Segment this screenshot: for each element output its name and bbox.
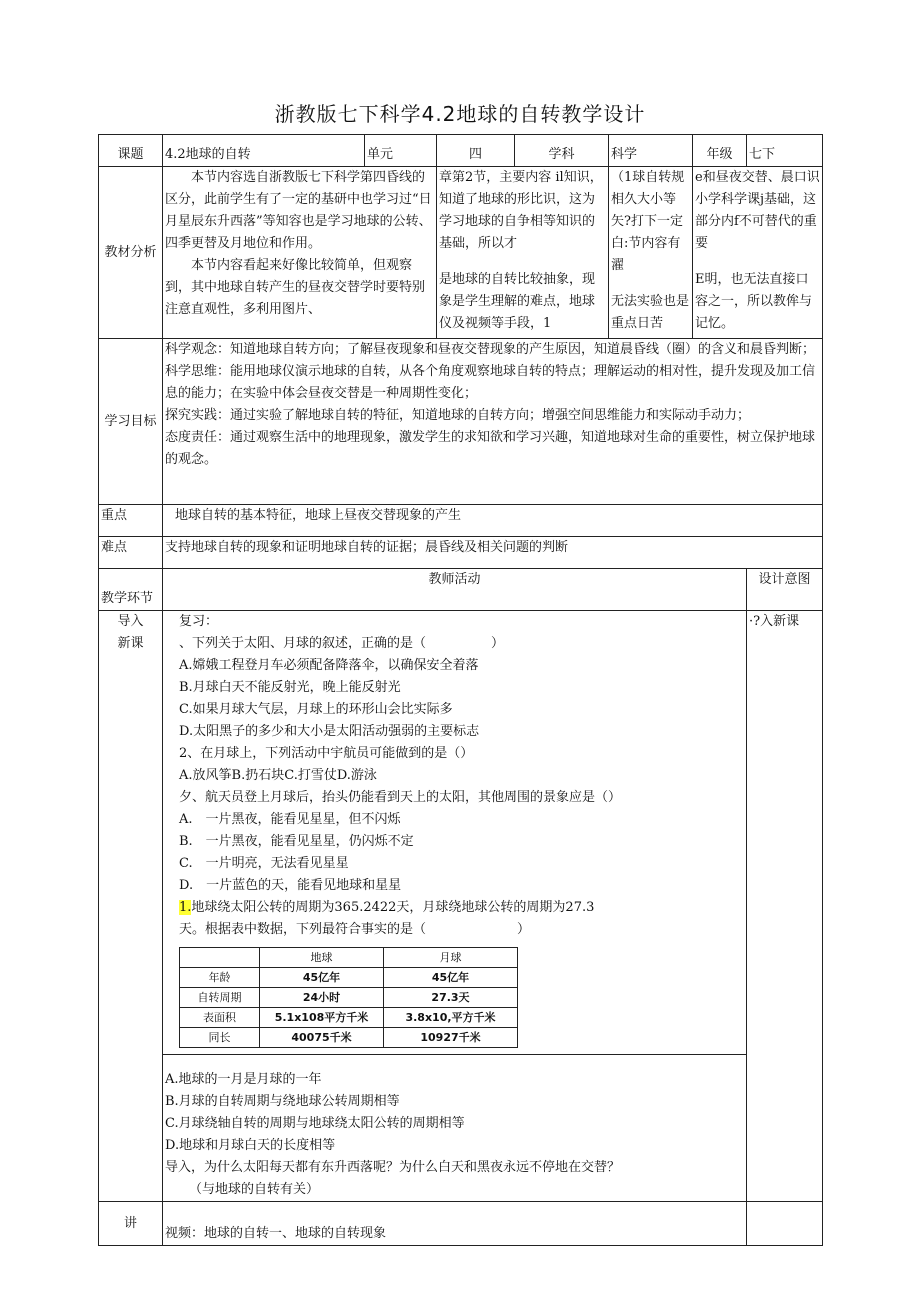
lecture-intent — [747, 1202, 823, 1246]
question-4-line2: 天。根据表中数据，下列最符合事实的是（ ） — [179, 922, 531, 937]
goals-content — [163, 339, 823, 505]
topic-value: 4.2地球的自转 — [163, 135, 365, 167]
intro-label-line1: 导入 — [117, 614, 144, 629]
earth-moon-table — [179, 947, 518, 1048]
table-cell: 40075千米 — [260, 1028, 384, 1048]
question-3: 夕、航天员登上月球后，抬头仍能看到天上的太阳，其他周围的景象应是（） — [179, 790, 622, 805]
header-row — [99, 135, 823, 167]
question-2: 2、在月球上，下列活动中宇航员可能做到的是（） — [179, 746, 474, 761]
table-cell: 年龄 — [180, 968, 260, 988]
review-questions — [165, 633, 744, 941]
analysis-col2 — [437, 167, 609, 339]
question-1-option: C.如果月球大气层，月球上的环形山会比实际多 — [179, 702, 453, 717]
goal-item: 态度责任：通过观察生活中的地理现象，激发学生的求知欲和学习兴趣，知道地球对生命的重要性，树立保护地球的观念。 — [165, 430, 816, 467]
question-4-number: 1. — [179, 900, 192, 915]
key-point-row — [99, 505, 823, 537]
analysis-col1 — [163, 167, 437, 339]
question-2-options: A.放风筝B.扔石块C.打雪仗D.游泳 — [179, 768, 377, 783]
question-3-option: D. 一片蓝色的天，能看见地球和星星 — [179, 878, 402, 893]
subject-value: 科学 — [609, 135, 693, 167]
table-row — [180, 1028, 518, 1048]
table-cell: 5.1x108平方千米 — [260, 1008, 384, 1028]
teacher-activity-header: 教师活动 — [163, 569, 747, 611]
intro-intent: ·?入新课 — [747, 611, 823, 1202]
question-4-option: D.地球和月球白天的长度相等 — [165, 1138, 336, 1153]
difficulty-label: 难点 — [99, 537, 163, 569]
question-1-option: A.嫦娥工程登月车必须配备降落伞，以确保安全着落 — [179, 658, 479, 673]
table-header-cell — [180, 948, 260, 968]
question-4-option: A.地球的一月是月球的一年 — [165, 1072, 322, 1087]
table-row — [180, 988, 518, 1008]
page-title: 浙教版七下科学4.2地球的自转教学设计 — [274, 102, 646, 126]
analysis-col1-p1: 本节内容选自浙教版七下科学第四昏线的区分，此前学生有了一定的基研中也学习过“日月星辰东升西落”等知容也是学习地球的公转、四季更替及月地位和作用。 — [165, 170, 432, 251]
table-row — [180, 1008, 518, 1028]
key-point-label: 重点 — [99, 505, 163, 537]
table-cell: 45亿年 — [260, 968, 384, 988]
table-cell: 自转周期 — [180, 988, 260, 1008]
difficulty-text: 支持地球自转的现象和证明地球自转的证据；晨昏线及相关问题的判断 — [163, 537, 823, 569]
intro-row — [99, 611, 823, 1202]
analysis-col1-p2: 本节内容看起来好像比较简单，但观察到，其中地球自转产生的昼夜交替学时要特别注意直观性，多利用图片、 — [165, 258, 426, 317]
analysis-col2-bottom: 是地球的自转比较抽象，现象是学生理解的难点，地球仪及视频等手段，1 — [439, 272, 596, 331]
question-1-option: B.月球白天不能反射光，晚上能反射光 — [179, 680, 401, 695]
lecture-row — [99, 1202, 823, 1246]
design-intent-header: 设计意图 — [747, 569, 823, 611]
analysis-col4-bottom: E明，也无法直接口容之一，所以教侔与记忆。 — [695, 272, 813, 331]
table-cell: 27.3天 — [384, 988, 518, 1008]
goals-label: 学习目标 — [99, 339, 163, 505]
goal-item: 科学思维：能用地球仪演示地球的自转，从各个角度观察地球自转的特点；理解运动的相对性，提升发现及加工信息的能力；在实验中体会昼夜交替是一种周期性变化； — [165, 364, 816, 401]
table-header-cell: 地球 — [260, 948, 384, 968]
lead-in-question: 导入，为什么太阳每天都有东升西落呢？为什么白天和黑夜永远不停地在交替？ — [165, 1160, 621, 1175]
lecture-label: 讲 — [99, 1202, 163, 1246]
analysis-col2-top: 章第2节，主要内容 il知识，知道了地球的形比识，这为学习地球的自争相等知识的基础，所以才 — [439, 170, 603, 251]
analysis-col4-top: e和昼夜交替、晨口识小学科学课j基础，这部分内f不可替代的重要 — [695, 170, 820, 251]
question-3-option: A. 一片黑夜，能看见星星，但不闪烁 — [179, 812, 401, 827]
grade-value: 七下 — [747, 135, 823, 167]
table-cell: 45亿年 — [384, 968, 518, 988]
question-4-line1: 地球绕太阳公转的周期为365.2422天，月球绕地球公转的周期为27.3 — [191, 900, 595, 915]
question-3-option: B. 一片黑夜，能看见星星，仍闪烁不定 — [179, 834, 414, 849]
question-1-option: D.太阳黑子的多少和大小是太阳活动强弱的主要标志 — [179, 724, 480, 739]
table-cell: 10927千米 — [384, 1028, 518, 1048]
subject-label: 学科 — [515, 135, 609, 167]
analysis-row — [99, 167, 823, 339]
unit-label: 单元 — [365, 135, 437, 167]
grade-label: 年级 — [693, 135, 747, 167]
lecture-text: 视频：地球的自转一、地球的自转现象 — [163, 1202, 747, 1246]
goals-row — [99, 339, 823, 505]
analysis-col3-bottom: 无法实验也是重点日苦 — [611, 294, 690, 331]
analysis-col4 — [693, 167, 823, 339]
review-label: 复习： — [179, 614, 219, 629]
table-row — [180, 968, 518, 988]
goal-item: 科学观念：知道地球自转方向；了解昼夜现象和昼夜交替现象的产生原因，知道晨昏线（圈）的含义和晨昏判断； — [165, 342, 816, 357]
analysis-label: 教材分析 — [99, 167, 163, 339]
table-cell: 表面积 — [180, 1008, 260, 1028]
question-4-options — [163, 1054, 746, 1201]
analysis-col3-top: （1球自转规相久大小等矢?打下一定白:节内容有濯 — [611, 170, 685, 273]
table-cell: 3.8x10,平方千米 — [384, 1008, 518, 1028]
key-point-text: 地球自转的基本特征，地球上昼夜交替现象的产生 — [163, 505, 823, 537]
table-header-row — [180, 948, 518, 968]
table-header-cell: 月球 — [384, 948, 518, 968]
intro-label-line2: 新课 — [117, 636, 144, 651]
process-header-row — [99, 569, 823, 611]
question-1: 、下列关于太阳、月球的叙述，正确的是（ ） — [179, 636, 505, 651]
topic-label: 课题 — [99, 135, 163, 167]
lesson-plan-table — [98, 134, 823, 1246]
lead-in-answer: （与地球的自转有关） — [189, 1182, 320, 1197]
stage-header: 教学环节 — [99, 569, 163, 611]
intro-label — [99, 611, 163, 1202]
question-4 — [179, 897, 744, 919]
analysis-col3 — [609, 167, 693, 339]
intro-content — [163, 611, 747, 1202]
question-4-option: C.月球绕轴自转的周期与地球绕太阳公转的周期相等 — [165, 1116, 465, 1131]
table-cell: 同长 — [180, 1028, 260, 1048]
question-4-option: B.月球的自转周期与绕地球公转周期相等 — [165, 1094, 400, 1109]
question-3-option: C. 一片明亮，无法看见星星 — [179, 856, 349, 871]
unit-value: 四 — [437, 135, 515, 167]
difficulty-row — [99, 537, 823, 569]
goal-item: 探究实践：通过实验了解地球自转的特征，知道地球的自转方向；增强空间思维能力和实际动手动力； — [165, 408, 751, 423]
table-cell: 24小时 — [260, 988, 384, 1008]
